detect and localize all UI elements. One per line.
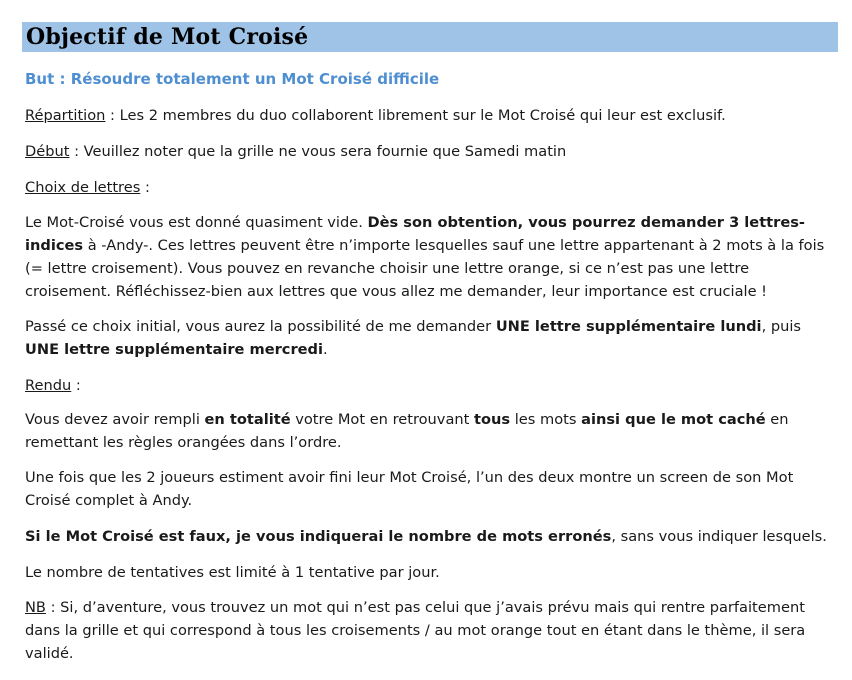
rendu-text-1: Vous devez avoir rempli: [25, 411, 205, 428]
passe-paragraph: [25, 315, 835, 361]
une-fois-paragraph: Une fois que les 2 joueurs estiment avoir fini leur Mot Croisé, l’un des deux montre un screen de son Mot Croisé complet à Andy.: [25, 469, 794, 509]
choix-bold-1: Dès son obtention, vous pourrez demander 3 lettres-indices: [25, 214, 805, 254]
rendu-bold-2: tous: [474, 411, 511, 428]
passe-bold-2: UNE lettre supplémentaire mercredi: [25, 341, 324, 358]
rendu-text-4: en remettant les règles orangées dans l’ordre.: [25, 411, 789, 451]
nb-paragraph: [25, 596, 835, 665]
debut-label: Début: [25, 143, 70, 160]
rendu-label: Rendu: [25, 377, 72, 394]
tentatives-paragraph: Le nombre de tentatives est limité à 1 tentative par jour.: [25, 564, 440, 581]
debut-paragraph: [25, 140, 835, 163]
rendu-bold-1: en totalité: [204, 411, 291, 428]
rendu-paragraph: [25, 408, 835, 454]
faux-paragraph: [25, 525, 835, 548]
debut-text: : Veuillez noter que la grille ne vous sera fournie que Samedi matin: [69, 143, 567, 160]
rendu-heading: [25, 374, 835, 397]
choix-text-1: Le Mot-Croisé vous est donné quasiment vide.: [25, 214, 368, 231]
repartition-text: : Les 2 membres du duo collaborent librement sur le Mot Croisé qui leur est exclusif.: [105, 107, 726, 124]
title-banner: [22, 22, 838, 52]
rendu-text: :: [71, 377, 81, 394]
rendu-text-3: les mots: [510, 411, 582, 428]
choix-text-2: à -Andy-. Ces lettres peuvent être n’importe lesquelles sauf une lettre appartenant à 2 mots à la fois (= lettre croisement). Vous pouvez en revanche choisir une lettre orange, si ce n’est pas une lettre croisement. Réfléchissez-bien aux lettres que vous allez me demander, leur importance est cruciale !: [25, 237, 825, 300]
repartition-paragraph: [25, 104, 835, 127]
choix-paragraph: [25, 211, 835, 303]
goal-subtitle: But : Résoudre totalement un Mot Croisé difficile: [25, 70, 440, 88]
passe-text-2: , puis: [761, 318, 802, 335]
faux-text: , sans vous indiquer lesquels.: [611, 528, 827, 545]
choix-label: Choix de lettres: [25, 179, 141, 196]
choix-text: :: [140, 179, 150, 196]
faux-bold: Si le Mot Croisé est faux, je vous indiquerai le nombre de mots erronés: [25, 528, 612, 545]
repartition-label: Répartition: [25, 107, 106, 124]
page-title: Objectif de Mot Croisé: [26, 24, 309, 50]
passe-bold-1: UNE lettre supplémentaire lundi: [495, 318, 762, 335]
nb-label: NB: [25, 599, 46, 616]
passe-text-1: Passé ce choix initial, vous aurez la possibilité de me demander: [25, 318, 496, 335]
passe-text-3: .: [323, 341, 328, 358]
nb-text: : Si, d’aventure, vous trouvez un mot qui n’est pas celui que j’avais prévu mais qui rentre parfaitement dans la grille et qui correspond à tous les croisements / au mot orange tout en étant dans le thème, il sera validé.: [25, 599, 806, 662]
choix-heading: [25, 176, 835, 199]
rendu-text-2: votre Mot en retrouvant: [290, 411, 474, 428]
rendu-bold-3: ainsi que le mot caché: [581, 411, 766, 428]
